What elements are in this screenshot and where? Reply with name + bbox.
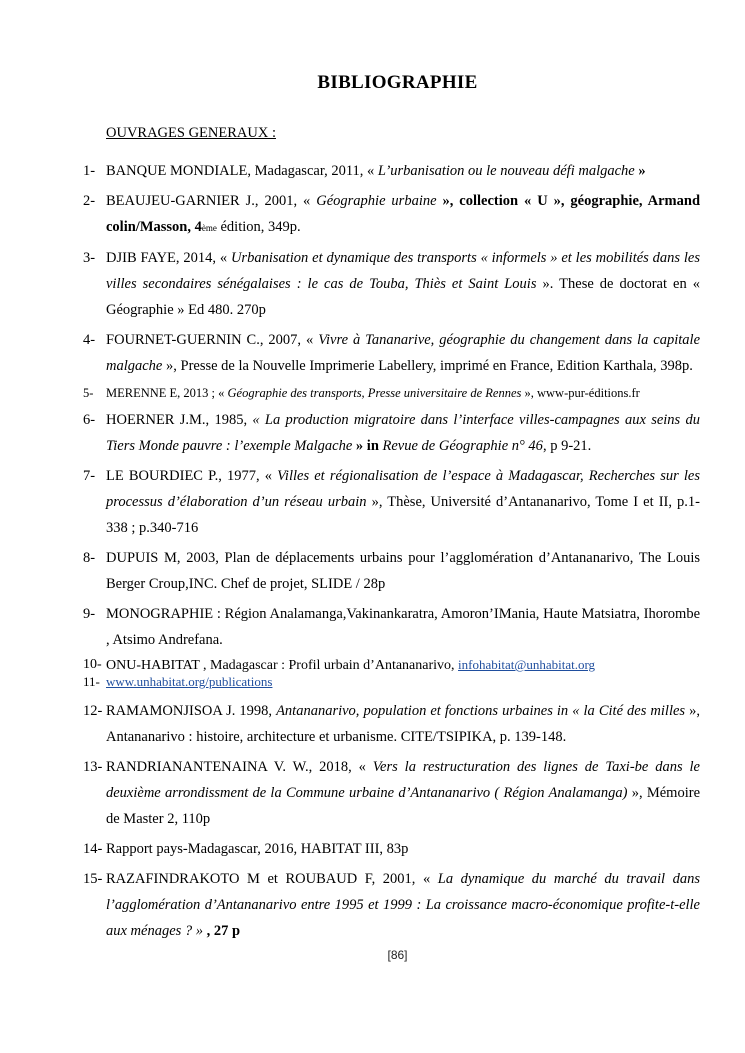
page-title: BIBLIOGRAPHIE [317,72,478,93]
list-item: 1- BANQUE MONDIALE, Madagascar, 2011, « L’urbanisation ou le nouveau défi malgache » [83,163,646,179]
website-link[interactable]: www.unhabitat.org/publications [106,674,273,689]
list-item: 15- RAZAFINDRAKOTO M et ROUBAUD F, 2001, « La dynamique du marché du travail dans l’agglomération d’Antananarivo entre 1995 et 1999 : La croissance macro-économique profite-t-elle aux ménages ? » , 27 p [83,871,700,939]
list-item: 6- HOERNER J.M., 1985, « La production migratoire dans l’interface villes-campagnes aux seins du Tiers Monde pauvre : l’exemple Malgache » in Revue de Géographie n° 46, p 9-21. [83,412,700,454]
list-item: 7- LE BOURDIEC P., 1977, « Villes et régionalisation de l’espace à Madagascar, Recherches sur les processus d’élaboration d’un réseau urbain », Thèse, Université d’Antananarivo, Tome I et II, p.1-338 ; p.340-716 [83,468,700,536]
list-item: 8- DUPUIS M, 2003, Plan de déplacements urbains pour l’agglomération d’Antananarivo, The Louis Berger Croup,INC. Chef de projet, SLIDE / 28p [83,550,700,592]
bibliography-list [83,158,700,948]
list-item: 5- MERENNE E, 2013 ; « Géographie des transports, Presse universitaire de Rennes », www-pur-éditions.fr [83,386,640,400]
list-item: 14- Rapport pays-Madagascar, 2016, HABITAT III, 83p [83,841,409,857]
list-item: 4- FOURNET-GUERNIN C., 2007, « Vivre à Tananarive, géographie du changement dans la capitale malgache », Presse de la Nouvelle Imprimerie Labellery, imprimé en France, Edition Karthala, 398p. [83,332,700,374]
list-item: 10- ONU-HABITAT , Madagascar : Profil urbain d’Antananarivo, infohabitat@unhabitat.org [83,657,596,673]
list-item: 11- www.unhabitat.org/publications [83,674,273,689]
list-item: 2- BEAUJEU-GARNIER J., 2001, « Géographie urbaine », collection « U », géographie, Armand colin/Masson, 4ème édition, 349p. [83,193,701,235]
page-number: [86] [387,948,408,962]
list-item: 9- MONOGRAPHIE : Région Analamanga,Vakinankaratra, Amoron’IMania, Haute Matsiatra, Ihorombe , Atsimo Andrefana. [83,606,700,648]
email-link[interactable]: infohabitat@unhabitat.org [458,657,596,672]
list-item: 12- RAMAMONJISOA J. 1998, Antananarivo, population et fonctions urbaines in « la Cité des milles », Antananarivo : histoire, architecture et urbanisme. CITE/TSIPIKA, p. 139-148. [83,703,700,745]
list-item: 13- RANDRIANANTENAINA V. W., 2018, « Vers la restructuration des lignes de Taxi-be dans le deuxième arrondissment de la Commune urbaine d’Antananarivo ( Région Analamanga) », Mémoire de Master 2, 110p [83,759,701,827]
list-item: 3- DJIB FAYE, 2014, « Urbanisation et dynamique des transports « informels » et les mobilités dans les villes secondaires sénégalaises : le cas de Touba, Thiès et Saint Louis ». These de doctorat en « Géographie » Ed 480. 270p [83,250,700,318]
section-heading: OUVRAGES GENERAUX : [106,125,276,141]
